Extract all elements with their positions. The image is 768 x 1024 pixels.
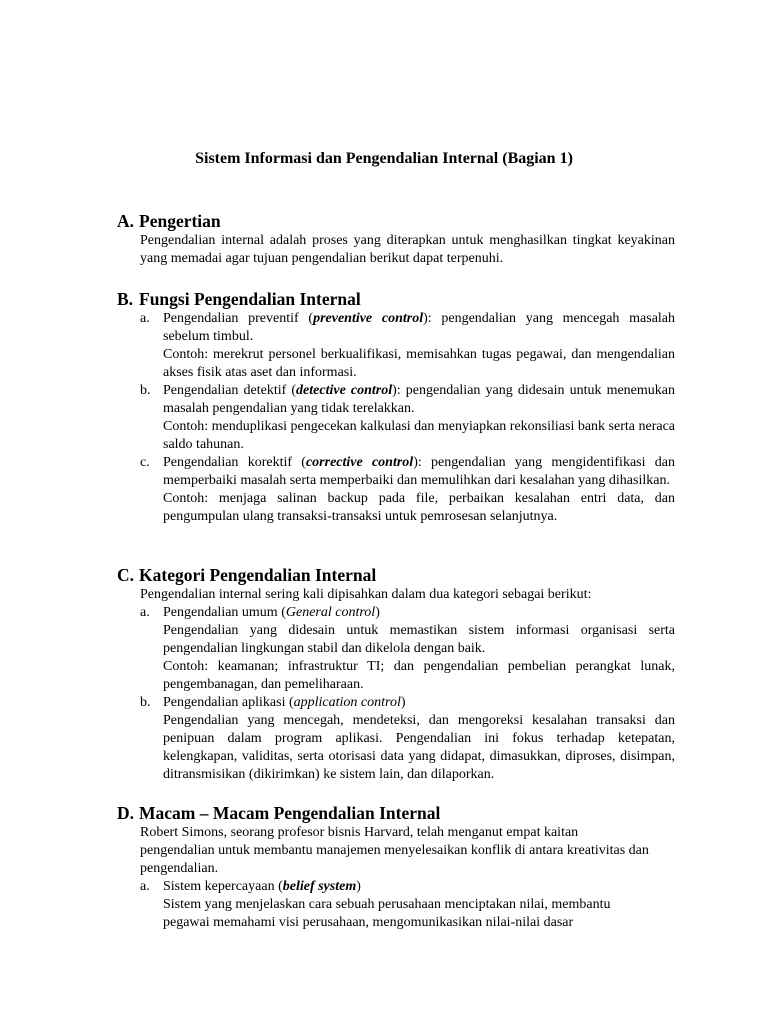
- item-lead: Pengendalian preventif (: [163, 311, 314, 326]
- list-marker: a.: [140, 605, 150, 620]
- list-marker: a.: [140, 311, 150, 326]
- list-item-example: Contoh: keamanan; infrastruktur TI; dan pengendalian pembelian perangkat lunak, pengembanagan, dan pemeliharaan.: [163, 659, 675, 692]
- list-item: [140, 878, 650, 932]
- item-term: corrective control: [305, 455, 414, 470]
- section-heading: [117, 288, 677, 310]
- section-intro: Pengendalian internal sering kali dipisahkan dalam dua kategori sebagai berikut:: [140, 587, 592, 602]
- section-title: Pengertian: [139, 211, 221, 231]
- section-intro: Robert Simons, seorang profesor bisnis Harvard, telah menganut empat kaitan pengendalian untuk membantu manajemen menyelesaikan konflik di antara kreativitas dan pengendalian.: [140, 825, 649, 876]
- section-letter: B.: [117, 289, 134, 309]
- section-kategori: [117, 564, 677, 784]
- list-item-text: [163, 454, 675, 490]
- section-letter: C.: [117, 565, 135, 585]
- list-item-text: [163, 694, 675, 712]
- list-item-description: Pengendalian yang mencegah, mendeteksi, dan mengoreksi kesalahan transaksi dan penipuan dalam program aplikasi. Pengendalian ini fokus terhadap ketepatan, kelengkapan, validitas, serta otorisasi data yang didapat, dimasukkan, diproses, disimpan, ditransmisikan (dikirimkan) ke sistem lain, dan dilaporkan.: [163, 713, 675, 782]
- item-lead: Sistem kepercayaan (: [163, 879, 283, 894]
- list-item: [140, 694, 675, 784]
- list-marker: c.: [140, 455, 150, 470]
- item-rest: ): [356, 879, 361, 894]
- list-item: [140, 382, 675, 454]
- list-item-text: [163, 310, 675, 346]
- list-item: [140, 454, 675, 526]
- document-title: Sistem Informasi dan Pengendalian Internal (Bagian 1): [195, 150, 573, 167]
- list-item: [140, 310, 675, 382]
- item-term: General control: [285, 605, 376, 620]
- item-lead: Pengendalian umum (: [163, 605, 286, 620]
- list-marker: b.: [140, 695, 151, 710]
- section-list: [140, 824, 650, 932]
- item-rest: ): pengendalian yang mengidentifikasi dan memperbaiki masalah serta memperbaiki dan memulihkan dari kesalahan yang dihasilkan.: [163, 455, 675, 488]
- list-item: [140, 604, 675, 694]
- item-rest: ): pengendalian yang mencegah masalah sebelum timbul.: [163, 311, 676, 344]
- item-term: belief system: [282, 879, 357, 894]
- list-marker: a.: [140, 879, 150, 894]
- section-title: Kategori Pengendalian Internal: [139, 565, 377, 585]
- item-rest: ): [400, 695, 406, 710]
- item-lead: Pengendalian korektif (: [163, 455, 306, 470]
- section-heading: [117, 802, 677, 824]
- section-paragraph: Pengendalian internal adalah proses yang diterapkan untuk menghasilkan tingkat keyakinan yang memadai agar tujuan pengendalian berikut dapat terpenuhi.: [140, 233, 675, 266]
- section-title: Fungsi Pengendalian Internal: [139, 289, 361, 309]
- section-heading: [117, 210, 677, 232]
- item-lead: Pengendalian aplikasi (: [163, 695, 294, 710]
- list-marker: b.: [140, 383, 151, 398]
- list-item-text: [163, 604, 675, 622]
- list-item-description: Pengendalian yang didesain untuk memastikan sistem informasi organisasi serta pengendalian lingkungan stabil dan dikelola dengan baik.: [163, 623, 675, 656]
- item-rest: ): [375, 605, 380, 620]
- item-term: detective control: [296, 383, 393, 398]
- section-pengertian: [117, 210, 677, 268]
- section-fungsi: [117, 288, 677, 526]
- section-letter: D.: [117, 803, 135, 823]
- section-heading: [117, 564, 677, 586]
- list-item-text: [163, 382, 675, 418]
- section-macam: [117, 802, 677, 932]
- list-item-description: Sistem yang menjelaskan cara sebuah perusahaan menciptakan nilai, membantu pegawai memahami visi perusahaan, mengomunikasikan nilai-nilai dasar: [163, 897, 611, 930]
- section-list: [140, 586, 675, 784]
- section-title: Macam – Macam Pengendalian Internal: [139, 803, 441, 823]
- item-term: preventive control: [313, 311, 424, 326]
- item-rest: ): pengendalian yang didesain untuk menemukan masalah pengendalian yang tidak terelakkan.: [163, 383, 675, 416]
- list-item-example: Contoh: menduplikasi pengecekan kalkulasi dan menyiapkan rekonsiliasi bank serta neraca saldo tahunan.: [163, 419, 676, 452]
- section-list: [140, 310, 675, 526]
- list-item-example: Contoh: merekrut personel berkualifikasi, memisahkan tugas pegawai, dan mengendalian akses fisik atas aset dan informasi.: [163, 347, 675, 380]
- item-term: application control: [293, 695, 401, 710]
- item-lead: Pengendalian detektif (: [163, 383, 297, 398]
- list-item-text: [163, 878, 650, 896]
- section-letter: A.: [117, 211, 135, 231]
- list-item-example: Contoh: menjaga salinan backup pada file, perbaikan kesalahan entri data, dan pengumpulan ulang transaksi-transaksi untuk pemrosesan selanjutnya.: [163, 491, 675, 524]
